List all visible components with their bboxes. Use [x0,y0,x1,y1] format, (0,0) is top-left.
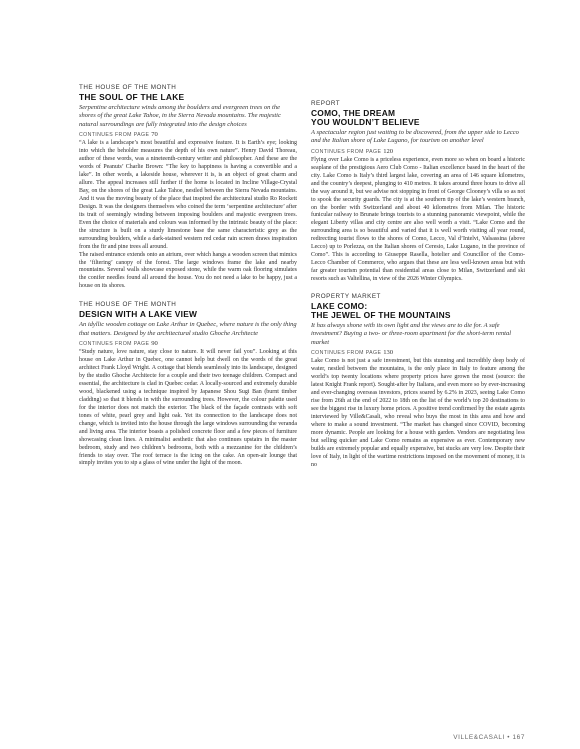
article-lede: A spectacular region just waiting to be discovered, from the upper side to Lecco and the Italian shore of Lake Lugano, for tourism on another level [311,129,519,145]
continued-page-number: 130 [383,349,394,357]
left-column [79,84,297,468]
footer-separator: • [507,734,511,741]
continued-label: CONTINUES FROM PAGE [311,350,382,357]
continued-label: CONTINUES FROM PAGE [311,148,382,155]
article-title-line: LAKE COMO: [311,301,368,312]
section-kicker: PROPERTY MARKET [311,293,381,301]
article-lede: An idyllic wooden cottage on Lake Arthur in Quebec, where nature is the only thing that matters. Designed by the architectural studio Ghoche Architecte [79,321,297,337]
continued-page-number: 70 [151,131,158,139]
continued-from [79,131,297,139]
magazine-brand: VILLE&CASALI [453,734,505,741]
article-body-paragraph: The raised entrance extends onto an atrium, over which hangs a wooden screen that mimics the ‘filtering’ canopy of the forest. The large windows frame the lake and nearby mountains. Several walls showcase exposed stone, while the warm oak flooring simulates the conifer needles found all around the house. You do not need a lake to be happy, just a house on its shores. [79,251,297,290]
spacer [79,291,297,301]
article-lake-como-jewel [311,293,525,470]
article-soul-of-the-lake [79,84,297,291]
section-kicker: REPORT [311,100,341,107]
section-kicker: THE HOUSE OF THE MONTH [79,301,177,309]
article-title-line: COMO, THE DREAM [311,108,396,118]
article-lede: It has always shone with its own light and the views are to die for. A safe investment? Buying a two- or three-room apartment for the short-term rental market [311,322,512,346]
article-lede: Serpentine architecture winds among the boulders and evergreen trees on the shores of the great Lake Tahoe, in the Sierra Nevada mountains. The majestic natural surroundings are fully integrated into the design choices [79,104,281,128]
article-title-line: YOU WOULDN’T BELIEVE [311,117,420,127]
article-title [311,109,525,127]
article-body-paragraph: Flying over Lake Como is a priceless experience, even more so when on board a historic seaplane of the prestigious Aero Club Como - Italian excellence based in the heart of the city. Lake Como is Italy’s third largest lake, covering an area of 146 square kilometres, and the country’s deepest, plunging to 410 metres. It takes around three hours to drive all the way around it, but we advise not stopping in front of George Clooney’s villa so as not to spook the security guards. The city is at the southern tip of the lake’s western branch, on the border with Switzerland and about 40 kilometres from Milan. The historic funicular railway to Brunate brings tourists to a stunning panoramic viewpoint, while the elegant Liberty villas and city centre are also well worth a visit. “Lake Como and the surrounding area is so beautiful and varied that it is well worth visiting all year round, redirecting tourist flows to the shores of Como, Lecco, Val d’Intelvi, Valsassina (above Lecco) up to Porlezza, on the Italian shores of Ceresio, Lake Lugano, in the province of Como”. This is according to Giuseppe Rasella, hotelier and Councillor of the Como-Lecco Chamber of Commerce, who argues that these are less well-known areas but with far greater tourism potential than residential areas close to Milan, Switzerland and ski resorts such as Valtellina, in view of the 2026 Winter Olympics. [311,156,525,283]
right-column [311,81,525,470]
article-body-paragraph: Lake Como is not just a safe investment, but this stunning and incredibly deep body of water, nestled between the mountains, is the only place in Italy to feature among the world’s top twenty locations where property prices have grown the most (source: the latest Knight Frank report). Sought-after by Italians, and even more so by ever-increasing and ever-changing overseas investors, prices soared by 6.2% in 2023, seeing Lake Como rise from 26th at the end of 2022 to 18th on the list of the world’s top 20 destinations to see the biggest rise in luxury home prices. A positive trend confirmed by the estate agents interviewed by Ville&Casali, who reveal who buys the most in this area and how and where to make a sound investment. “The market has changed since COVID, becoming more dynamic. People are looking for a house with garden. Vendors are negotiating less but selling quicker and Lake Como remains as expensive as ever. Contemporary new builds are extremely popular and equally expensive, but stucks are very low. Despite their love of Italy, in light of the wartime restrictions imposed on the movement of money, it is no [311,358,525,468]
article-title: THE SOUL OF THE LAKE [79,92,185,102]
article-title [311,302,525,320]
article-title: DESIGN WITH A LAKE VIEW [79,309,198,320]
continued-page-number: 90 [151,340,158,348]
continued-page-number: 120 [383,147,394,155]
continued-label: CONTINUES FROM PAGE [79,132,150,139]
article-title-line: THE JEWEL OF THE MOUNTAINS [311,310,451,321]
article-body-paragraph: “Study nature, love nature, stay close to nature. It will never fail you”. Looking at this house on Lake Arthur in Quebec, one cannot help but dwell on the words of the great architect Frank Lloyd Wright. A cottage that blends seamlessly into its landscape, designed by the studio Ghoche Architecte for a couple and their two teenage children. Compact and essential, the architecture is clad in Quebec cedar. A locally-sourced and extremely durable wood, blackened using a technique inspired by Japanese Shou Sugi Ban (burnt timber cladding) so that it blends in with the surrounding trees. However, the colour palette used for the interior does not match the exterior. The black of the façade contrasts with soft tones of white, pearl grey and light oak. Yet its connection to the landscape does not change, which is invited into the house through the large windows surrounding the veranda and living area. The interior boasts a polished concrete floor and a few pieces of furniture showcasing clean lines. A minimalist aesthetic that also continues upstairs in the master bedroom, study and two children’s bedrooms, both with a mezzanine for the children’s friends to stay over. The roof terrace is the icing on the cake. An open-air lounge that simply invites you to sip a glass of wine under the light of the moon. [79,349,297,467]
continued-from [311,148,525,156]
page-footer [453,734,525,741]
article-body-paragraph: “A lake is a landscape’s most beautiful and expressive feature. It is Earth’s eye; looking into which the beholder measures the depth of his own nature”. Henry David Thoreau, author of these words, was a nineteenth-century writer and philosopher. And these are the words of Peanuts’ Charlie Brown: “The key to happiness is having a convertible and a lake”. In other words, a lakeside house, wherever it is, is an object of great charm and allure. The appeal increases still further if the home is located in Incline Village-Crystal Bay, on the shores of the great Lake Tahoe, nestled between the Sierra Nevada mountains. And it was the moving beauty of the place that inspired the architectural studio Ro Rockett Design. It was the designers themselves who coined the term ‘serpentine architecture’ after its trait of seemingly winding between imposing boulders and majestic evergreen trees. Even the choice of materials and colours was informed by the intrinsic beauty of the place: the structure is built on a sturdy limestone base the same characteristic grey as the surrounding boulders, while a dark-stained western red cedar rain screen draws inspiration from the fir and pine trees all around. [79,140,297,250]
page-number: 167 [512,734,525,741]
continued-label: CONTINUES FROM PAGE [79,341,150,348]
article-design-with-lake-view [79,301,297,468]
section-kicker: THE HOUSE OF THE MONTH [79,84,177,91]
article-como-the-dream [311,100,525,284]
continued-from [79,340,297,348]
continued-from [311,349,525,357]
spacer [311,284,525,293]
